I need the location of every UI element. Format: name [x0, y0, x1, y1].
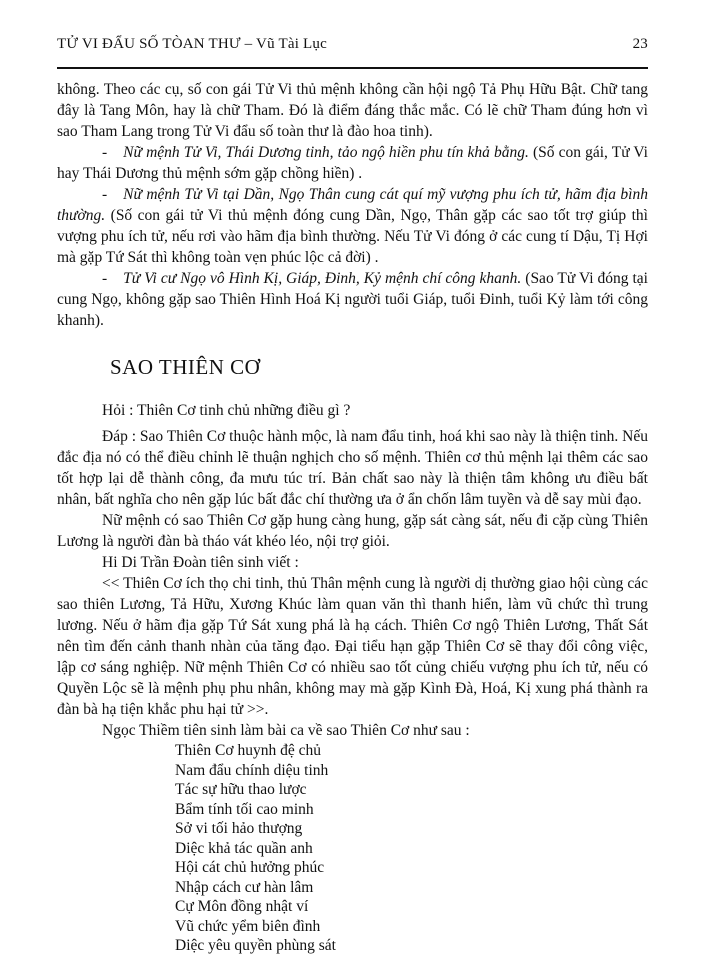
poem-line: Cự Môn đồng nhật ví [175, 898, 309, 915]
running-header [57, 36, 648, 53]
poem-line: Tác sự hữu thao lược [175, 781, 307, 798]
answer-paragraph: << Thiên Cơ ích thọ chi tinh, thủ Thân mệnh cung là người dị thường giao hội cùng các sao thiên Lương, Tả Hữu, Xương Khúc làm quan văn thì thanh hiển, làm vũ chức thì trung lương. Nếu ở hãm địa gặp Tứ Sát xung phá là hạ cách. Thiên Cơ ngộ Thiên Lương, Thất Sát nên tìm đến cảnh thanh nhàn của tăng đạo. Đại tiểu hạn gặp Thiên Cơ sẽ thay đổi công việc, lập cơ sáng nghiệp. Nữ mệnh Thiên Cơ có nhiều sao tốt củng chiếu vượng phu ích tử, nếu có Quyền Lộc sẽ là mệnh phụ phu nhân, không may mà gặp Kình Đà, Hoá, Kị xung phá thành ra đàn bà hạ tiện khắc phu hại tử >>. [57, 575, 648, 718]
bullet-normal-text: (Sao Tử Vi đóng tại cung Ngọ, không gặp sao Thiên Hình Hoá Kị người tuổi Giáp, tuổi Đinh, tuổi Kỷ làm tới công khanh). [57, 270, 648, 329]
header-rule [57, 67, 648, 69]
poem-line: Nhập cách cư hàn lâm [175, 878, 314, 896]
bullet-dash: - [102, 270, 108, 287]
bullet-dash: - [102, 186, 108, 203]
poem-block [175, 741, 648, 956]
bullet-item [57, 268, 648, 331]
opening-paragraph: không. Theo các cụ, số con gái Tử Vi thủ mệnh không cần hội ngộ Tả Phụ Hữu Bật. Chữ tang đây là Tang Môn, hay là chữ Tham. Đó là điểm đáng thắc mắc. Có lẽ chữ Tham đúng hơn vì sao Tham Lang trong Tử Vi đẩu số toàn thư là đào hoa tinh). [57, 81, 648, 140]
section-heading: SAO THIÊN CƠ [110, 355, 261, 379]
poem-line: Diệc yêu quyền phùng sát [175, 937, 336, 954]
poem-line: Sở vi tối hảo thượng [175, 820, 303, 837]
question-paragraph: Hỏi : Thiên Cơ tinh chủ những điều gì ? [102, 402, 351, 419]
book-title: TỬ VI ĐẨU SỐ TÒAN THƯ – Vũ Tài Lục [57, 36, 327, 52]
answer-paragraph: Đáp : Sao Thiên Cơ thuộc hành mộc, là nam đẩu tinh, hoá khi sao này là thiện tinh. Nếu đắc địa nó có thể điều chỉnh lẽ thuận nghịch cho số mệnh. Thiên cơ thủ mệnh lại thêm các sao tốt hợp lại dễ thành công, đa mưu túc trí. Bản chất sao này là thiện tâm không ưu điều bất nhân, bất nghĩa cho nên gặp lúc bất đắc chí thường ưa ở ẩn chốn lâm tuyền và dễ say mùi đạo. [57, 428, 648, 508]
poem-line: Bẩm tính tối cao minh [175, 800, 314, 818]
poem-line: Vũ chức yểm biên đình [175, 917, 321, 935]
bullet-item [57, 142, 648, 184]
answer-paragraph: Hi Di Trần Đoàn tiên sinh viết : [102, 554, 299, 571]
poem-line: Hội cát chủ hưởng phúc [175, 859, 325, 876]
bullet-normal-text: (Số con gái tử Vi thủ mệnh đóng cung Dần, Ngọ, Thân gặp các sao tốt trợ giúp thì vượng phu ích tử, nếu rơi vào hãm địa bình thường. Nếu Tử Vi đóng ở các cung tí Dậu, Tị Hợi mà gặp Tứ Sát thì không toàn vẹn phúc lộc cả đời) . [57, 207, 648, 266]
poem-line: Thiên Cơ huynh đệ chủ [175, 742, 321, 759]
answer-paragraph: Ngọc Thiềm tiên sinh làm bài ca về sao Thiên Cơ như sau : [102, 722, 470, 739]
bullet-italic-text: Tử Vi cư Ngọ vô Hình Kị, Giáp, Đinh, Kỷ mệnh chí công khanh. [123, 270, 522, 287]
bullet-normal-text: (Số con gái, Tử Vi hay Thái Dương thủ mệnh sớm gặp chồng hiền) . [57, 144, 648, 182]
bullet-italic-text: Nữ mệnh Tử Vi tại Dần, Ngọ Thân cung cát quí mỹ vượng phu ích tử, hãm địa bình thường. [57, 186, 648, 224]
bullet-dash: - [102, 144, 108, 161]
poem-line: Diệc khả tác quần anh [175, 839, 313, 857]
bullet-italic-text: Nữ mệnh Tử Vi, Thái Dương tinh, tảo ngộ hiền phu tín khả bằng. [123, 144, 529, 161]
poem-line: Nam đẩu chính diệu tinh [175, 761, 329, 779]
page-number: 23 [632, 36, 648, 52]
answer-paragraph: Nữ mệnh có sao Thiên Cơ gặp hung càng hung, gặp sát càng sát, nếu đi cặp cùng Thiên Lương là người đàn bà tháo vát khéo léo, nội trợ giỏi. [57, 512, 648, 550]
bullet-item [57, 184, 648, 268]
